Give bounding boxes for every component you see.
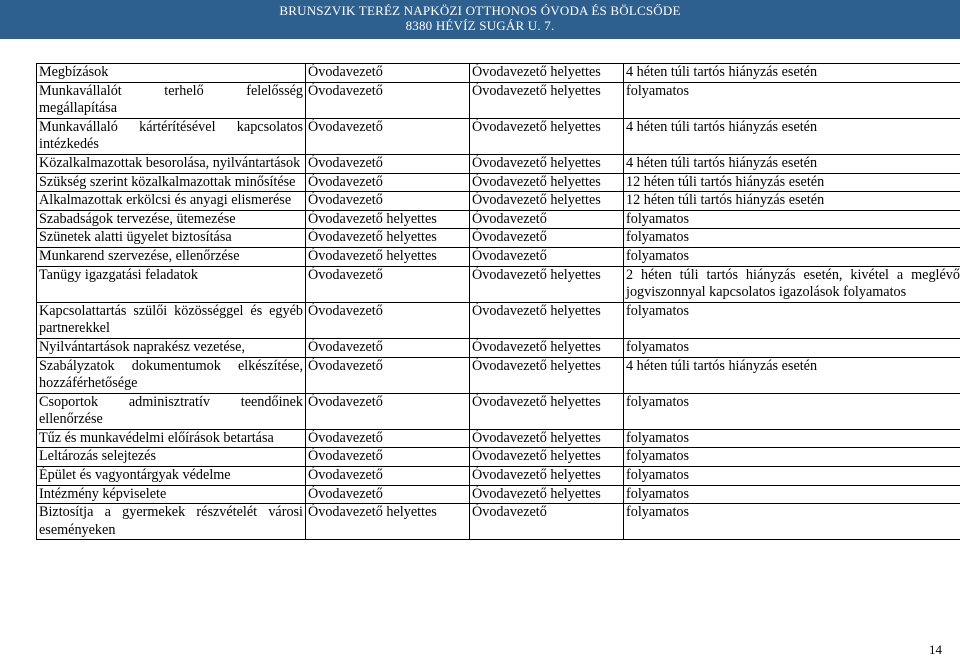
deputy-cell: Óvodavezető helyettes	[470, 338, 624, 357]
table-row	[37, 210, 960, 229]
condition-cell: folyamatos	[624, 504, 960, 540]
task-cell: Munkarend szervezése, ellenőrzése	[37, 247, 306, 266]
responsible-cell: Óvodavezető	[306, 266, 470, 302]
condition-cell: 4 héten túli tartós hiányzás esetén	[624, 154, 960, 173]
table-row	[37, 192, 960, 211]
responsible-cell: Óvodavezető	[306, 448, 470, 467]
document-header	[0, 0, 960, 39]
deputy-cell: Óvodavezető helyettes	[470, 302, 624, 338]
table-row	[37, 118, 960, 154]
responsible-cell: Óvodavezető	[306, 82, 470, 118]
deputy-cell: Óvodavezető helyettes	[470, 467, 624, 486]
delegation-table	[36, 63, 960, 540]
deputy-cell: Óvodavezető	[470, 504, 624, 540]
table-row	[37, 338, 960, 357]
condition-cell: folyamatos	[624, 393, 960, 429]
header-address: 8380 HÉVÍZ SUGÁR U. 7.	[405, 18, 555, 33]
responsible-cell: Óvodavezető helyettes	[306, 504, 470, 540]
deputy-cell: Óvodavezető	[470, 229, 624, 248]
table-row	[37, 504, 960, 540]
header-institution-name: BRUNSZVIK TERÉZ NAPKÖZI OTTHONOS ÓVODA ÉS BÖLCSŐDE	[279, 3, 681, 18]
task-cell: Közalkalmazottak besorolása, nyilvántartások	[37, 154, 306, 173]
condition-cell: folyamatos	[624, 210, 960, 229]
task-cell: Szükség szerint közalkalmazottak minősítése	[37, 173, 306, 192]
responsible-cell: Óvodavezető	[306, 467, 470, 486]
responsible-cell: Óvodavezető helyettes	[306, 229, 470, 248]
task-cell: Biztosítja a gyermekek részvételét városi eseményeken	[37, 504, 306, 540]
condition-cell: 12 héten túli tartós hiányzás esetén	[624, 192, 960, 211]
condition-cell: 4 héten túli tartós hiányzás esetén	[624, 118, 960, 154]
condition-cell: 4 héten túli tartós hiányzás esetén	[624, 357, 960, 393]
condition-cell: folyamatos	[624, 485, 960, 504]
table-row	[37, 266, 960, 302]
table-row	[37, 82, 960, 118]
responsible-cell: Óvodavezető	[306, 154, 470, 173]
condition-cell: folyamatos	[624, 229, 960, 248]
table-row	[37, 448, 960, 467]
task-cell: Munkavállaló kártérítésével kapcsolatos intézkedés	[37, 118, 306, 154]
responsible-cell: Óvodavezető	[306, 173, 470, 192]
table-row	[37, 154, 960, 173]
deputy-cell: Óvodavezető helyettes	[470, 64, 624, 83]
deputy-cell: Óvodavezető helyettes	[470, 357, 624, 393]
table-row	[37, 467, 960, 486]
table-row	[37, 247, 960, 266]
deputy-cell: Óvodavezető helyettes	[470, 192, 624, 211]
task-cell: Csoportok adminisztratív teendőinek ellenőrzése	[37, 393, 306, 429]
task-cell: Tanügy igazgatási feladatok	[37, 266, 306, 302]
condition-cell: folyamatos	[624, 338, 960, 357]
deputy-cell: Óvodavezető helyettes	[470, 266, 624, 302]
page-number: 14	[929, 642, 942, 657]
task-cell: Nyilvántartások naprakész vezetése,	[37, 338, 306, 357]
condition-cell: folyamatos	[624, 429, 960, 448]
table-row	[37, 64, 960, 83]
responsible-cell: Óvodavezető	[306, 338, 470, 357]
task-cell: Alkalmazottak erkölcsi és anyagi elismerése	[37, 192, 306, 211]
deputy-cell: Óvodavezető	[470, 210, 624, 229]
deputy-cell: Óvodavezető helyettes	[470, 118, 624, 154]
table-row	[37, 357, 960, 393]
condition-cell: folyamatos	[624, 448, 960, 467]
table-row	[37, 302, 960, 338]
deputy-cell: Óvodavezető helyettes	[470, 448, 624, 467]
task-cell: Intézmény képviselete	[37, 485, 306, 504]
task-cell: Épület és vagyontárgyak védelme	[37, 467, 306, 486]
responsible-cell: Óvodavezető	[306, 485, 470, 504]
deputy-cell: Óvodavezető	[470, 247, 624, 266]
responsible-cell: Óvodavezető helyettes	[306, 247, 470, 266]
task-cell: Munkavállalót terhelő felelősség megállapítása	[37, 82, 306, 118]
task-cell: Leltározás selejtezés	[37, 448, 306, 467]
task-cell: Szabályzatok dokumentumok elkészítése, hozzáférhetősége	[37, 357, 306, 393]
responsible-cell: Óvodavezető	[306, 118, 470, 154]
condition-cell: folyamatos	[624, 467, 960, 486]
table-row	[37, 173, 960, 192]
table-row	[37, 429, 960, 448]
task-cell: Kapcsolattartás szülői közösséggel és egyéb partnerekkel	[37, 302, 306, 338]
condition-cell: 12 héten túli tartós hiányzás esetén	[624, 173, 960, 192]
responsible-cell: Óvodavezető helyettes	[306, 210, 470, 229]
responsible-cell: Óvodavezető	[306, 192, 470, 211]
condition-cell: folyamatos	[624, 247, 960, 266]
responsible-cell: Óvodavezető	[306, 302, 470, 338]
responsible-cell: Óvodavezető	[306, 64, 470, 83]
task-cell: Szünetek alatti ügyelet biztosítása	[37, 229, 306, 248]
condition-cell: folyamatos	[624, 82, 960, 118]
responsible-cell: Óvodavezető	[306, 357, 470, 393]
table-row	[37, 229, 960, 248]
responsible-cell: Óvodavezető	[306, 393, 470, 429]
deputy-cell: Óvodavezető helyettes	[470, 429, 624, 448]
condition-cell: 2 héten túli tartós hiányzás esetén, kivétel a meglévő jogviszonnyal kapcsolatos igazolások folyamatos	[624, 266, 960, 302]
deputy-cell: Óvodavezető helyettes	[470, 82, 624, 118]
deputy-cell: Óvodavezető helyettes	[470, 393, 624, 429]
deputy-cell: Óvodavezető helyettes	[470, 173, 624, 192]
condition-cell: 4 héten túli tartós hiányzás esetén	[624, 64, 960, 83]
table-row	[37, 393, 960, 429]
deputy-cell: Óvodavezető helyettes	[470, 154, 624, 173]
deputy-cell: Óvodavezető helyettes	[470, 485, 624, 504]
task-cell: Szabadságok tervezése, ütemezése	[37, 210, 306, 229]
condition-cell: folyamatos	[624, 302, 960, 338]
table-row	[37, 485, 960, 504]
task-cell: Megbízások	[37, 64, 306, 83]
task-cell: Tűz és munkavédelmi előírások betartása	[37, 429, 306, 448]
responsible-cell: Óvodavezető	[306, 429, 470, 448]
